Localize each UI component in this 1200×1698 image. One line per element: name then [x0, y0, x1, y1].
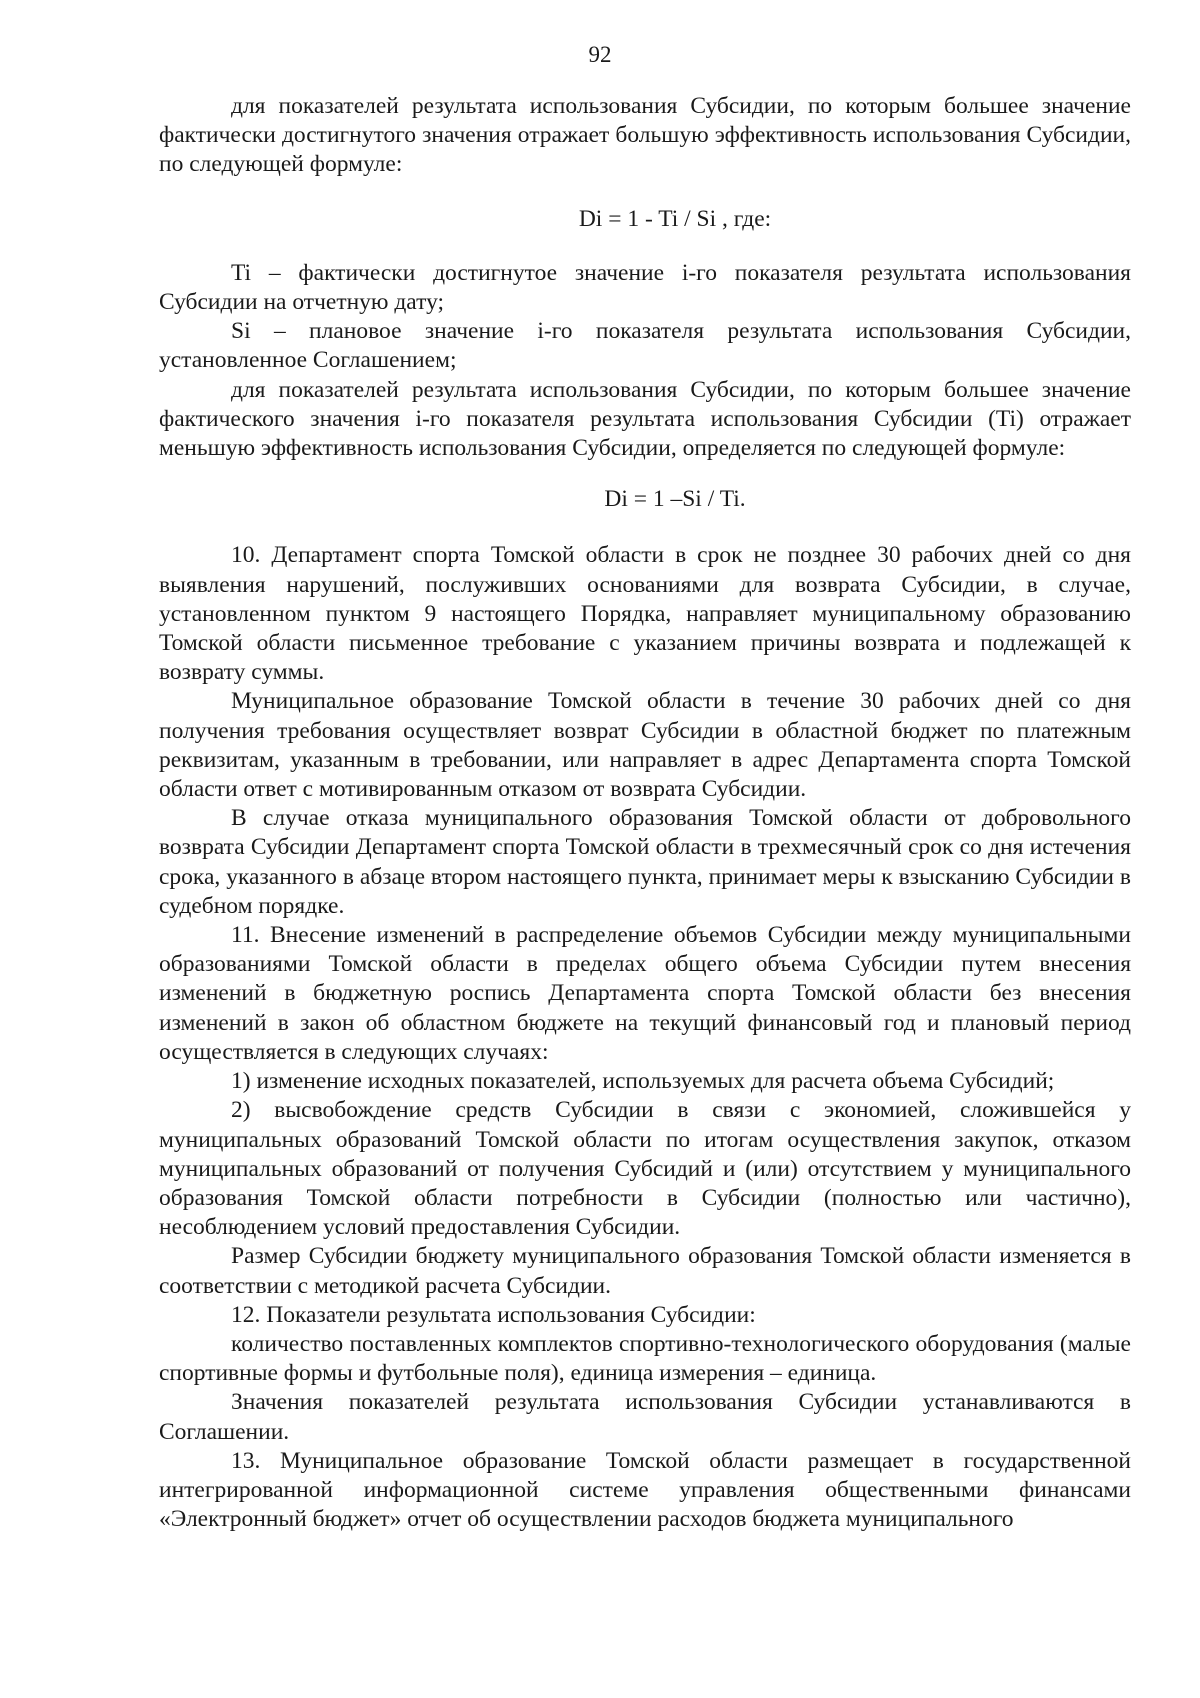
paragraph: Ti – фактически достигнутое значение i-го показателя результата использования Субсидии на отчетную дату; — [159, 259, 1131, 316]
list-item: 2) высвобождение средств Субсидии в связи с экономией, сложившейся у муниципальных образований Томской области по итогам осуществления закупок, отказом муниципальных образований от получения Субсидий и (или) отсутствием у муниципального образования Томской области потребности в Субсидии (полностью или частично), несоблюдением условий предоставления Субсидии. — [159, 1097, 1131, 1241]
paragraph: для показателей результата использования Субсидии, по которым большее значение фактически достигнутого значения отражает большую эффективность использования Субсидии, по следующей формуле: — [159, 93, 1131, 178]
paragraph-item-12: 12. Показатели результата использования Субсидии: — [231, 1301, 756, 1328]
paragraph: количество поставленных комплектов спортивно-технологического оборудования (малые спортивные формы и футбольные поля), единица измерения – единица. — [159, 1330, 1131, 1387]
paragraph: для показателей результата использования Субсидии, по которым большее значение фактического значения i-го показателя результата использования Субсидии (Ti) отражает меньшую эффективность использования Субсидии, определяется по следующей формуле: — [159, 376, 1131, 462]
paragraph: В случае отказа муниципального образования Томской области от добровольного возврата Субсидии Департамент спорта Томской области в трехмесячный срок со дня истечения срока, указанного в абзаце втором настоящего пункта, принимает меры к взысканию Субсидии в судебном порядке. — [159, 805, 1131, 919]
paragraph: Размер Субсидии бюджету муниципального образования Томской области изменяется в соответствии с методикой расчета Субсидии. — [159, 1243, 1131, 1299]
document-body — [159, 92, 1131, 1534]
paragraph: Si – плановое значение i-го показателя результата использования Субсидии, установленное Соглашением; — [159, 318, 1131, 374]
paragraph: Значения показателей результата использования Субсидии устанавливаются в Соглашении. — [159, 1389, 1131, 1445]
formula: Di = 1 - Ti / Si , где: — [578, 205, 772, 232]
paragraph-item-11: 11. Внесение изменений в распределение объемов Субсидии между муниципальными образованиями Томской области в пределах общего объема Субсидии путем внесения изменений в бюджетную роспись Департамента спорта Томской области без внесения изменений в закон об областном бюджете на текущий финансовый год и плановый период осуществляется в следующих случаях: — [159, 922, 1131, 1065]
paragraph: Муниципальное образование Томской области в течение 30 рабочих дней со дня получения требования осуществляет возврат Субсидии в областной бюджет по платежным реквизитам, указанным в требовании, или направляет в адрес Департамента спорта Томской области ответ с мотивированным отказом от возврата Субсидии. — [159, 688, 1131, 803]
list-item: 1) изменение исходных показателей, используемых для расчета объема Субсидий; — [231, 1068, 1055, 1095]
paragraph-item-10: 10. Департамент спорта Томской области в срок не позднее 30 рабочих дней со дня выявления нарушений, послуживших основаниями для возврата Субсидии, в случае, установленном пунктом 9 настоящего Порядка, направляет муниципальному образованию Томской области письменное требование с указанием причины возврата и подлежащей к возврату суммы. — [159, 542, 1131, 686]
page-number: 92 — [588, 42, 612, 67]
formula: Di = 1 –Si / Ti. — [604, 486, 746, 513]
paragraph-item-13: 13. Муниципальное образование Томской области размещает в государственной интегрированной информационной системе управления общественными финансами «Электронный бюджет» отчет об осуществлении расходов бюджета муниципального — [159, 1447, 1131, 1533]
